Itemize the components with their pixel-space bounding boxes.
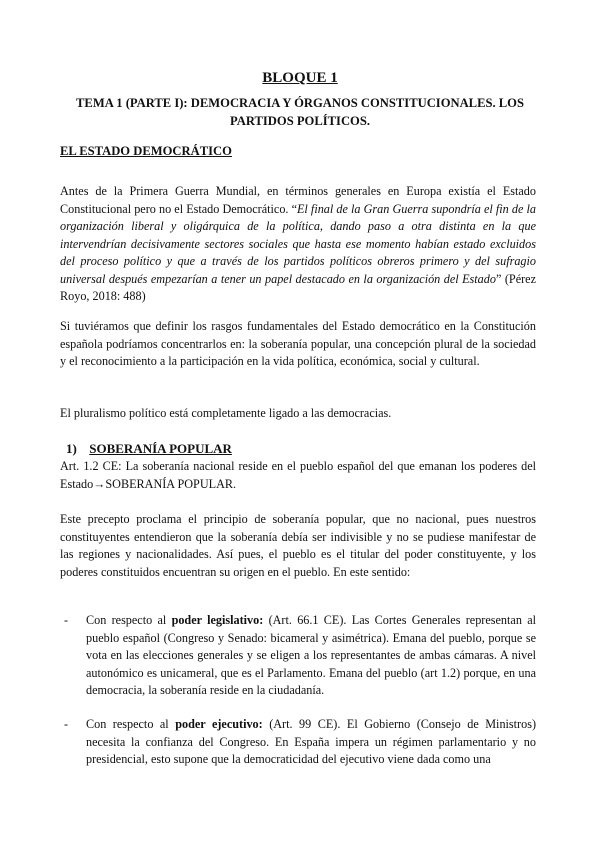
paragraph-precept: Este precepto proclama el principio de soberanía popular, que no nacional, pues nuestros constituyentes entendieron que la soberanía debía ser indivisible y no se pudiese manifestar de las regiones y nacionalidades. Así pues, el pueblo es el titular del poder constituyente, y los poderes constituidos encuentran su origen en el pueblo. En este sentido: <box>60 512 536 579</box>
paragraph-intro-quote: El final de la Gran Guerra supondría el fin de la organización liberal y oligárquica de la política, dando paso a otra distinta en la que intervendrían decisivamente sectores sociales que hasta ese momento habían estado excluidos del proceso político y que a través de los partidos políticos obreros primero y del sufragio universal después empezarían a tener un papel destacado en la organización del Estado <box>60 201 536 286</box>
bullet-dash: - <box>64 613 69 627</box>
section-label: SOBERANÍA POPULAR <box>89 441 232 456</box>
list-item-text <box>86 716 536 769</box>
section-soberania-popular <box>66 440 232 458</box>
block-title: BLOQUE 1 <box>262 70 338 86</box>
list-item-legislativo <box>64 612 536 700</box>
paragraph-intro-citation: ” (Pérez Royo, 2018: 488) <box>60 271 536 303</box>
list-item-prefix: Con respecto al <box>86 613 172 627</box>
list-item-body: (Art. 66.1 CE). Las Cortes Generales representan al pueblo español (Congreso y Senado: bicameral y asimétrica). Emana del pueblo, porque se vota en las elecciones generales y se eligen a los representantes de ambas cámaras. A nivel autonómico es unicameral, que es el Parlamento. Emana del pueblo (art 1.2) porque, en una democracia, la soberanía reside en la ciudadanía. <box>86 613 536 697</box>
bullet-dash: - <box>64 717 69 731</box>
list-item-body: (Art. 99 CE). El Gobierno (Consejo de Ministros) necesita la confianza del Congreso. En España impera un régimen parlamentario y no presidencial, esto supone que la democraticidad del ejecutivo viene dada como una <box>86 717 537 766</box>
paragraph-intro <box>60 183 536 306</box>
list-item-prefix: Con respecto al <box>86 717 176 731</box>
section-number: 1) <box>66 441 77 456</box>
paragraph-pluralism: El pluralismo político está completamente ligado a las democracias. <box>60 406 392 420</box>
list-item-bold: poder ejecutivo: <box>175 717 263 731</box>
section-heading: EL ESTADO DEMOCRÁTICO <box>60 144 232 158</box>
paragraph-features: Si tuviéramos que definir los rasgos fundamentales del Estado democrático en la Constitución española podríamos concentrarlos en: la soberanía popular, una concepción plural de la sociedad y el reconocimiento a la participación en la vida política, económica, social y cultural. <box>60 319 536 368</box>
paragraph-intro-text: Antes de la Primera Guerra Mundial, en términos generales en Europa existía el Estado Constitucional pero no el Estado Democrático. “ <box>60 184 536 216</box>
paragraph-article: Art. 1.2 CE: La soberanía nacional reside en el pueblo español del que emanan los poderes del Estado→SOBERANÍA POPULAR. <box>60 459 536 491</box>
topic-title: TEMA 1 (PARTE I): DEMOCRACIA Y ÓRGANOS CONSTITUCIONALES. LOS PARTIDOS POLÍTICOS. <box>76 96 524 128</box>
list-item-bold: poder legislativo: <box>171 613 264 627</box>
list-item-ejecutivo <box>64 716 536 769</box>
list-item-text <box>86 612 536 700</box>
